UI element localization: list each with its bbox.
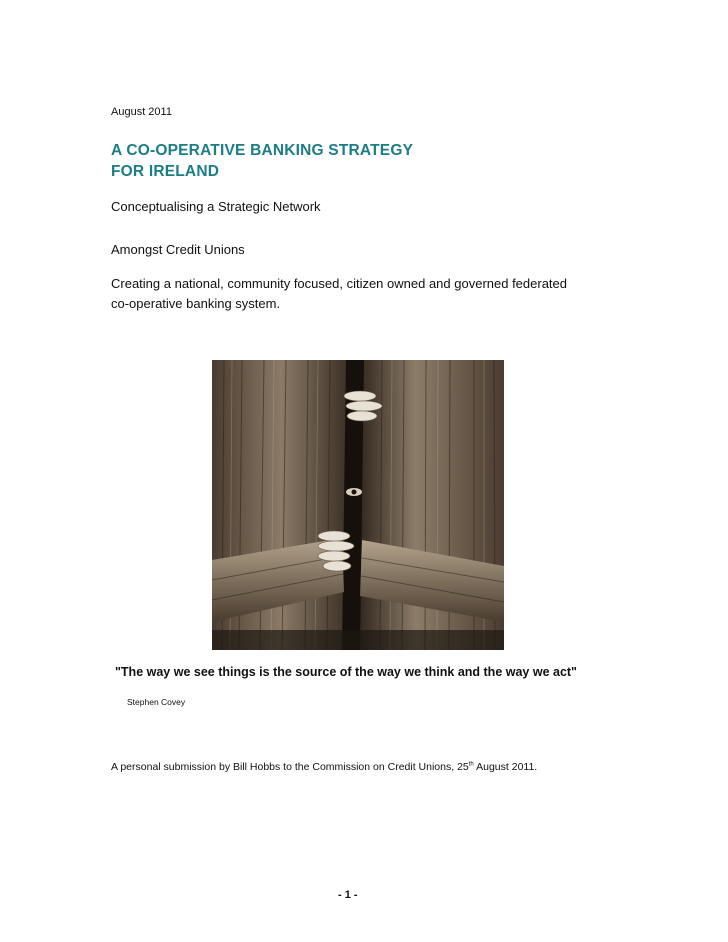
submission-text-end: August 2011.: [473, 761, 538, 773]
document-title: [111, 140, 413, 182]
submission-superscript: th: [468, 761, 474, 768]
page-number: - 1 -: [338, 889, 358, 901]
submission-note: [111, 761, 537, 773]
title-line-1: A CO-OPERATIVE BANKING STRATEGY: [111, 142, 414, 159]
subtitle-line-2: Amongst Credit Unions: [111, 242, 245, 257]
quote-text: "The way we see things is the source of the way we think and the way we act": [115, 665, 577, 679]
subtitle-line-1: Conceptualising a Strategic Network: [111, 199, 321, 214]
title-line-2: FOR IRELAND: [111, 163, 220, 180]
description-line-1: Creating a national, community focused, citizen owned and governed federated: [111, 276, 568, 291]
description: [111, 274, 651, 314]
document-date: August 2011: [111, 106, 172, 118]
cover-photo: [212, 360, 504, 650]
submission-text-start: A personal submission by Bill Hobbs to the Commission on Credit Unions, 25: [111, 761, 469, 773]
quote-author: Stephen Covey: [127, 697, 186, 707]
description-line-2: co-operative banking system.: [111, 296, 281, 311]
